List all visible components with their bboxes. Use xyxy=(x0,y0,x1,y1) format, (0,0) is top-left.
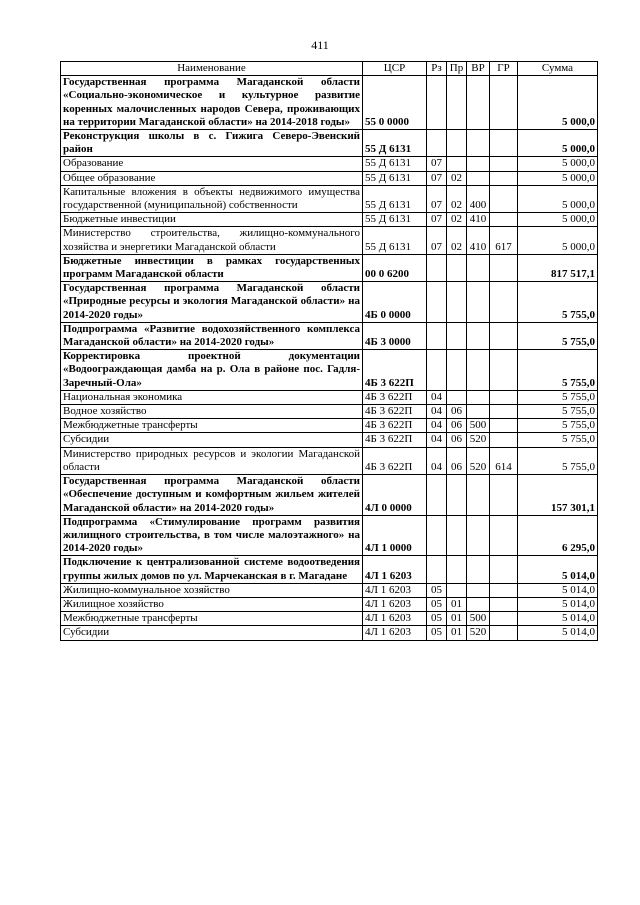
row-vr-cell xyxy=(467,390,490,404)
row-pr-cell xyxy=(447,556,467,583)
row-gr-cell xyxy=(490,322,518,349)
row-rz-cell: 05 xyxy=(427,612,447,626)
row-name-cell: Общее образование xyxy=(61,171,363,185)
table-row xyxy=(61,405,598,419)
row-vr-cell: 520 xyxy=(467,626,490,640)
row-csr-cell: 55 Д 6131 xyxy=(363,171,427,185)
row-name-cell: Межбюджетные трансферты xyxy=(61,612,363,626)
row-rz-cell xyxy=(427,130,447,157)
row-gr-cell xyxy=(490,390,518,404)
row-pr-cell: 06 xyxy=(447,433,467,447)
row-pr-cell: 01 xyxy=(447,612,467,626)
table-row xyxy=(61,447,598,474)
row-csr-cell: 4Б 3 622П xyxy=(363,405,427,419)
row-csr-cell: 55 Д 6131 xyxy=(363,213,427,227)
row-csr-cell: 4Л 1 0000 xyxy=(363,515,427,556)
table-row xyxy=(61,390,598,404)
row-name-cell: Министерство строительства, жилищно-коммунального хозяйства и энергетики Магаданской области xyxy=(61,227,363,254)
table-row xyxy=(61,419,598,433)
row-name-cell: Водное хозяйство xyxy=(61,405,363,419)
table-row xyxy=(61,76,598,130)
row-gr-cell xyxy=(490,515,518,556)
row-name-cell: Субсидии xyxy=(61,626,363,640)
row-rz-cell xyxy=(427,322,447,349)
table-row xyxy=(61,556,598,583)
row-name-cell: Подпрограмма «Развитие водохозяйственного комплекса Магаданской области» на 2014-2020 годы» xyxy=(61,322,363,349)
row-rz-cell: 05 xyxy=(427,597,447,611)
row-rz-cell xyxy=(427,350,447,391)
table-row xyxy=(61,515,598,556)
row-pr-cell xyxy=(447,322,467,349)
row-sum-cell: 5 000,0 xyxy=(518,76,598,130)
header-csr: ЦСР xyxy=(363,62,427,76)
row-sum-cell: 5 000,0 xyxy=(518,130,598,157)
row-pr-cell: 02 xyxy=(447,227,467,254)
row-pr-cell: 02 xyxy=(447,185,467,212)
row-pr-cell: 06 xyxy=(447,405,467,419)
row-vr-cell xyxy=(467,405,490,419)
row-name-cell: Подключение к централизованной системе водоотведения группы жилых домов по ул. Марчеканская в г. Магадане xyxy=(61,556,363,583)
row-sum-cell: 5 755,0 xyxy=(518,405,598,419)
table-row xyxy=(61,213,598,227)
table-row xyxy=(61,254,598,281)
row-sum-cell: 817 517,1 xyxy=(518,254,598,281)
table-row xyxy=(61,282,598,323)
row-rz-cell: 04 xyxy=(427,447,447,474)
row-vr-cell xyxy=(467,322,490,349)
row-sum-cell: 5 755,0 xyxy=(518,419,598,433)
table-row xyxy=(61,350,598,391)
table-row xyxy=(61,227,598,254)
row-csr-cell: 4Л 1 6203 xyxy=(363,556,427,583)
row-sum-cell: 5 014,0 xyxy=(518,626,598,640)
table-row xyxy=(61,171,598,185)
row-name-cell: Государственная программа Магаданской области «Природные ресурсы и экология Магаданской области» на 2014-2020 годы» xyxy=(61,282,363,323)
row-sum-cell: 5 014,0 xyxy=(518,556,598,583)
row-csr-cell: 55 0 0000 xyxy=(363,76,427,130)
row-name-cell: Подпрограмма «Стимулирование программ развития жилищного строительства, в том числе малоэтажного» на 2014-2020 годы» xyxy=(61,515,363,556)
budget-table xyxy=(60,61,598,641)
row-pr-cell: 06 xyxy=(447,419,467,433)
row-csr-cell: 4Л 1 6203 xyxy=(363,597,427,611)
row-gr-cell xyxy=(490,433,518,447)
row-gr-cell xyxy=(490,282,518,323)
row-vr-cell xyxy=(467,157,490,171)
row-gr-cell xyxy=(490,130,518,157)
row-vr-cell: 410 xyxy=(467,213,490,227)
row-sum-cell: 5 755,0 xyxy=(518,433,598,447)
row-vr-cell: 400 xyxy=(467,185,490,212)
row-gr-cell: 614 xyxy=(490,447,518,474)
row-vr-cell: 500 xyxy=(467,612,490,626)
row-name-cell: Министерство природных ресурсов и экологии Магаданской области xyxy=(61,447,363,474)
row-rz-cell: 05 xyxy=(427,626,447,640)
row-name-cell: Бюджетные инвестиции xyxy=(61,213,363,227)
row-sum-cell: 5 755,0 xyxy=(518,282,598,323)
row-csr-cell: 4Б 3 622П xyxy=(363,433,427,447)
row-sum-cell: 5 755,0 xyxy=(518,350,598,391)
row-csr-cell: 00 0 6200 xyxy=(363,254,427,281)
row-pr-cell xyxy=(447,130,467,157)
row-gr-cell xyxy=(490,556,518,583)
header-name: Наименование xyxy=(61,62,363,76)
row-csr-cell: 55 Д 6131 xyxy=(363,157,427,171)
row-gr-cell xyxy=(490,76,518,130)
row-vr-cell xyxy=(467,254,490,281)
row-gr-cell: 617 xyxy=(490,227,518,254)
row-gr-cell xyxy=(490,612,518,626)
row-pr-cell xyxy=(447,475,467,516)
row-vr-cell xyxy=(467,556,490,583)
row-gr-cell xyxy=(490,171,518,185)
row-vr-cell xyxy=(467,583,490,597)
row-pr-cell xyxy=(447,515,467,556)
row-csr-cell: 4Б 3 622П xyxy=(363,419,427,433)
row-sum-cell: 157 301,1 xyxy=(518,475,598,516)
row-name-cell: Межбюджетные трансферты xyxy=(61,419,363,433)
table-row xyxy=(61,626,598,640)
row-name-cell: Бюджетные инвестиции в рамках государственных программ Магаданской области xyxy=(61,254,363,281)
row-name-cell: Государственная программа Магаданской области «Социально-экономическое и культурное развитие коренных малочисленных народов Севера, проживающих на территории Магаданской области» на 2014-2018 годы» xyxy=(61,76,363,130)
row-pr-cell xyxy=(447,76,467,130)
table-row xyxy=(61,157,598,171)
row-rz-cell xyxy=(427,556,447,583)
row-gr-cell xyxy=(490,419,518,433)
row-sum-cell: 5 014,0 xyxy=(518,612,598,626)
row-vr-cell xyxy=(467,76,490,130)
row-pr-cell xyxy=(447,583,467,597)
row-name-cell: Национальная экономика xyxy=(61,390,363,404)
table-row xyxy=(61,433,598,447)
row-vr-cell xyxy=(467,130,490,157)
row-gr-cell xyxy=(490,213,518,227)
row-rz-cell xyxy=(427,76,447,130)
row-sum-cell: 6 295,0 xyxy=(518,515,598,556)
row-vr-cell: 520 xyxy=(467,433,490,447)
row-csr-cell: 55 Д 6131 xyxy=(363,130,427,157)
table-header-row xyxy=(61,62,598,76)
row-gr-cell xyxy=(490,597,518,611)
row-csr-cell: 4Л 1 6203 xyxy=(363,612,427,626)
row-gr-cell xyxy=(490,185,518,212)
row-pr-cell xyxy=(447,254,467,281)
row-pr-cell xyxy=(447,282,467,323)
row-csr-cell: 4Б 3 622П xyxy=(363,447,427,474)
row-vr-cell xyxy=(467,597,490,611)
table-row xyxy=(61,475,598,516)
row-sum-cell: 5 755,0 xyxy=(518,322,598,349)
row-vr-cell: 410 xyxy=(467,227,490,254)
row-pr-cell xyxy=(447,157,467,171)
header-vr: ВР xyxy=(467,62,490,76)
row-pr-cell: 02 xyxy=(447,171,467,185)
page-number: 411 xyxy=(311,38,329,52)
row-csr-cell: 4Б 3 622П xyxy=(363,350,427,391)
row-csr-cell: 55 Д 6131 xyxy=(363,185,427,212)
row-pr-cell: 01 xyxy=(447,626,467,640)
row-name-cell: Реконструкция школы в с. Гижига Северо-Эвенский район xyxy=(61,130,363,157)
table-row xyxy=(61,322,598,349)
row-name-cell: Капитальные вложения в объекты недвижимого имущества государственной (муниципальной) собственности xyxy=(61,185,363,212)
row-rz-cell: 04 xyxy=(427,433,447,447)
row-rz-cell: 07 xyxy=(427,171,447,185)
row-rz-cell xyxy=(427,475,447,516)
header-rz: Рз xyxy=(427,62,447,76)
row-gr-cell xyxy=(490,350,518,391)
row-csr-cell: 55 Д 6131 xyxy=(363,227,427,254)
row-name-cell: Образование xyxy=(61,157,363,171)
row-rz-cell: 07 xyxy=(427,185,447,212)
row-name-cell: Субсидии xyxy=(61,433,363,447)
table-row xyxy=(61,612,598,626)
row-pr-cell xyxy=(447,390,467,404)
row-vr-cell: 520 xyxy=(467,447,490,474)
row-pr-cell: 02 xyxy=(447,213,467,227)
row-rz-cell: 04 xyxy=(427,405,447,419)
row-name-cell: Жилищное хозяйство xyxy=(61,597,363,611)
row-gr-cell xyxy=(490,405,518,419)
table-row xyxy=(61,583,598,597)
row-sum-cell: 5 000,0 xyxy=(518,185,598,212)
row-rz-cell: 04 xyxy=(427,390,447,404)
table-row xyxy=(61,130,598,157)
row-gr-cell xyxy=(490,626,518,640)
row-gr-cell xyxy=(490,157,518,171)
row-gr-cell xyxy=(490,583,518,597)
row-pr-cell xyxy=(447,350,467,391)
row-csr-cell: 4Л 1 6203 xyxy=(363,626,427,640)
row-csr-cell: 4Б 3 0000 xyxy=(363,322,427,349)
row-gr-cell xyxy=(490,254,518,281)
row-name-cell: Государственная программа Магаданской области «Обеспечение доступным и комфортным жильем жителей Магаданской области» на 2014-2020 годы» xyxy=(61,475,363,516)
row-vr-cell xyxy=(467,475,490,516)
row-csr-cell: 4Б 0 0000 xyxy=(363,282,427,323)
row-csr-cell: 4Л 1 6203 xyxy=(363,583,427,597)
row-name-cell: Корректировка проектной документации «Водоограждающая дамба на р. Ола в районе пос. Гадля-Заречный-Ола» xyxy=(61,350,363,391)
row-sum-cell: 5 014,0 xyxy=(518,597,598,611)
table-row xyxy=(61,597,598,611)
row-vr-cell: 500 xyxy=(467,419,490,433)
row-rz-cell: 07 xyxy=(427,157,447,171)
row-sum-cell: 5 000,0 xyxy=(518,171,598,185)
row-vr-cell xyxy=(467,515,490,556)
row-rz-cell: 05 xyxy=(427,583,447,597)
row-vr-cell xyxy=(467,282,490,323)
row-rz-cell xyxy=(427,254,447,281)
header-sum: Сумма xyxy=(518,62,598,76)
row-sum-cell: 5 755,0 xyxy=(518,390,598,404)
row-pr-cell: 01 xyxy=(447,597,467,611)
header-pr: Пр xyxy=(447,62,467,76)
row-sum-cell: 5 014,0 xyxy=(518,583,598,597)
row-csr-cell: 4Б 3 622П xyxy=(363,390,427,404)
row-gr-cell xyxy=(490,475,518,516)
row-sum-cell: 5 755,0 xyxy=(518,447,598,474)
row-sum-cell: 5 000,0 xyxy=(518,227,598,254)
row-rz-cell: 07 xyxy=(427,213,447,227)
row-vr-cell xyxy=(467,350,490,391)
row-sum-cell: 5 000,0 xyxy=(518,213,598,227)
row-rz-cell xyxy=(427,282,447,323)
row-rz-cell: 04 xyxy=(427,419,447,433)
row-csr-cell: 4Л 0 0000 xyxy=(363,475,427,516)
row-vr-cell xyxy=(467,171,490,185)
table-row xyxy=(61,185,598,212)
row-sum-cell: 5 000,0 xyxy=(518,157,598,171)
row-name-cell: Жилищно-коммунальное хозяйство xyxy=(61,583,363,597)
row-rz-cell xyxy=(427,515,447,556)
row-rz-cell: 07 xyxy=(427,227,447,254)
header-gr: ГР xyxy=(490,62,518,76)
row-pr-cell: 06 xyxy=(447,447,467,474)
